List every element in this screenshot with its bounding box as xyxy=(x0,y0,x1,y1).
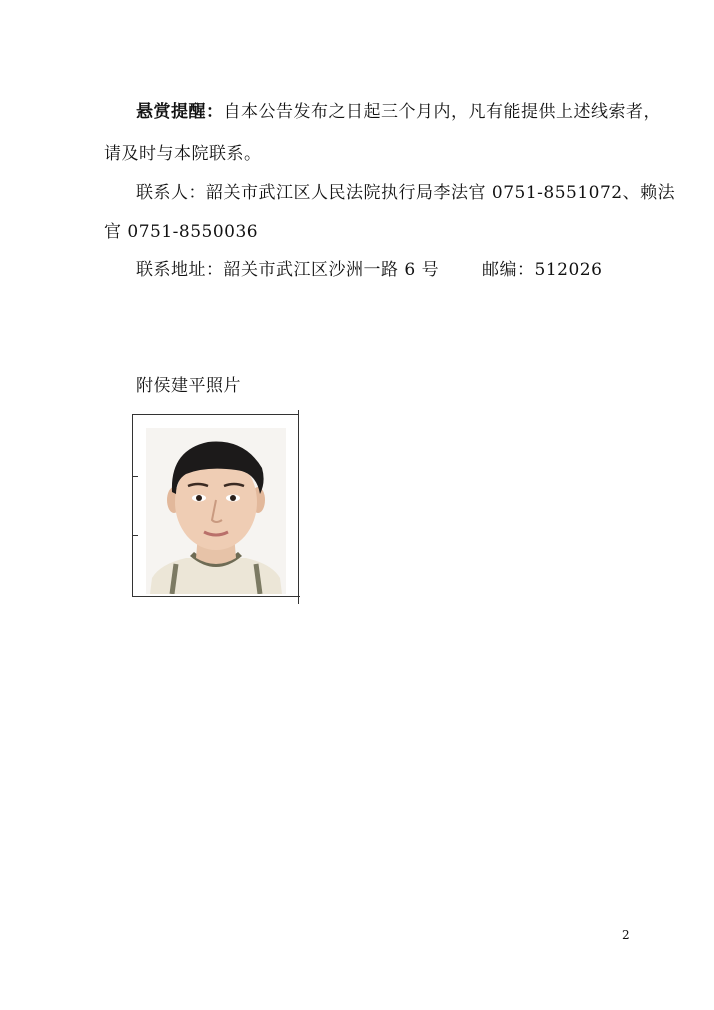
contact-line2: 官 0751-8550036 xyxy=(104,222,259,242)
reward-notice-line1 xyxy=(136,97,661,122)
frame-tick-2 xyxy=(132,535,138,536)
reward-text: 自本公告发布之日起三个月内，凡有能提供上述线索者， xyxy=(223,102,661,122)
photo-caption: 附侯建平照片 xyxy=(136,376,241,396)
contact-line1: 联系人：韶关市武江区人民法院执行局李法官 0751-8551072、赖法 xyxy=(136,183,676,203)
frame-right-line xyxy=(298,410,299,604)
portrait-image xyxy=(146,428,286,594)
frame-left-line xyxy=(132,414,133,596)
address-line: 联系地址：韶关市武江区沙洲一路 6 号 xyxy=(136,260,440,280)
postcode: 邮编：512026 xyxy=(482,260,603,280)
photo-frame xyxy=(132,414,298,596)
frame-bottom-line xyxy=(132,596,300,597)
page-number: 2 xyxy=(622,928,630,942)
reward-label: 悬赏提醒： xyxy=(136,102,224,122)
reward-notice-line2: 请及时与本院联系。 xyxy=(104,144,262,164)
frame-tick-1 xyxy=(132,476,138,477)
frame-top-line xyxy=(132,414,298,415)
portrait-photo xyxy=(146,428,286,594)
